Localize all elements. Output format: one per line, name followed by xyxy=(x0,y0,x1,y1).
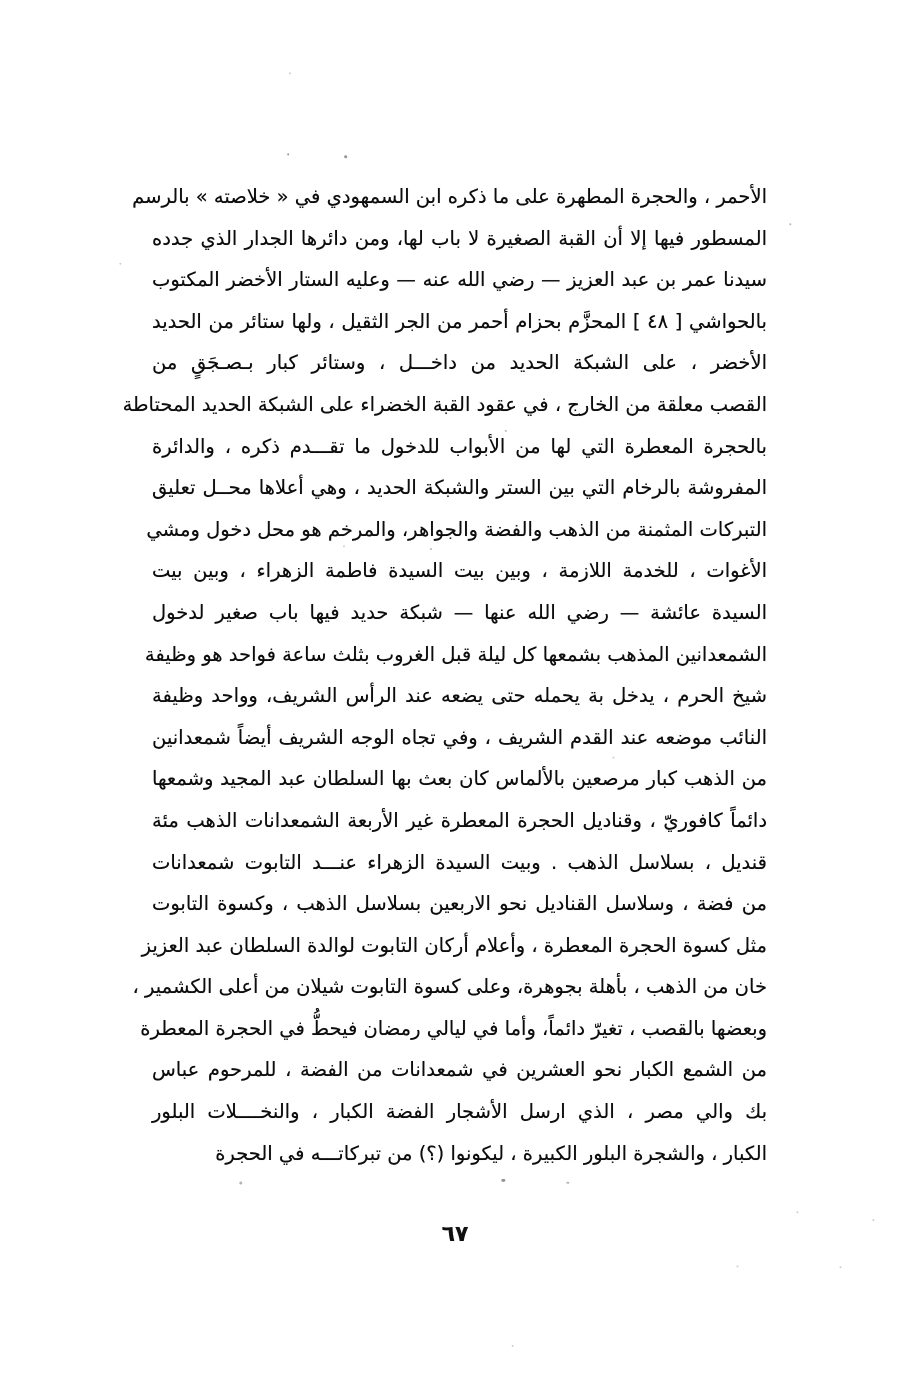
text-line: وبعضها بالقصب ، تغيرّ دائماً، وأما في ليالي رمضان فيحطُّ في الحجرة المعطرة xyxy=(140,1016,767,1040)
text-line: بالحواشي [ ٤٨ ] المحزَّم بحزام أحمر من الجر الثقيل ، ولها ستائر من الحديد xyxy=(152,309,767,333)
text-line: شيخ الحرم ، يدخل بة يحمله حتى يضعه عند الرأس الشريف، وواحد وظيفة xyxy=(152,684,767,708)
page-number: ٦٧ xyxy=(441,1222,469,1247)
scan-speck xyxy=(239,1181,242,1184)
text-line: خان من الذهب ، بأهلة بجوهرة، وعلى كسوة التابوت شيلان من أعلى الكشمير ، xyxy=(132,975,767,999)
text-line: دائماً كافوريّ ، وقناديل الحجرة المعطرة غير الأربعة الشمعدانات الذهب مئة xyxy=(152,808,767,832)
text-line: بك والي مصر ، الذي ارسل الأشجار الفضة الكبار ، والنخــــلات البلور xyxy=(152,1100,767,1124)
scan-speck xyxy=(566,1182,569,1184)
text-line: الأحمر ، والحجرة المطهرة على ما ذكره ابن السمهودي في « خلاصته » بالرسم xyxy=(132,185,767,208)
scan-speck xyxy=(737,1265,739,1267)
text-line: القصب معلقة من الخارج ، في عقود القبة الخضراء على الشبكة الحديد المحتاطة xyxy=(122,392,767,416)
scan-speck xyxy=(512,1345,514,1347)
text-line: الأخضر ، على الشبكة الحديد من داخـــل ، وستائر كبار بـصـجَقٍ من xyxy=(152,351,767,375)
scan-speck xyxy=(789,223,791,225)
scan-speck xyxy=(501,1179,505,1182)
text-line: قنديل ، بسلاسل الذهب . وبيت السيدة الزهراء عنـــد التابوت شمعدانات xyxy=(152,850,767,874)
scan-speck xyxy=(289,72,291,74)
text-line: السيدة عائشة — رضي الله عنها — شبكة حديد فيها باب صغير لدخول xyxy=(152,600,767,624)
text-line: الكبار ، والشجرة البلور الكبيرة ، ليكونوا (؟) من تبركاتـــه في الحجرة xyxy=(215,1141,767,1165)
text-line: مثل كسوة الحجرة المعطرة ، وأعلام أركان التابوت لوالدة السلطان عبد العزيز xyxy=(141,933,767,957)
text-line: الأغوات ، للخدمة اللازمة ، وبين بيت السيدة فاطمة الزهراء ، وبين بيت xyxy=(152,559,767,583)
text-line: من الشمع الكبار نحو العشرين في شمعدانات من الفضة ، للمرحوم عباس xyxy=(152,1058,767,1082)
scan-speck xyxy=(840,1266,842,1268)
text-line: المفروشة بالرخام التي بين الستر والشبكة الحديد ، وهي أعلاها محــل تعليق xyxy=(152,476,767,500)
scan-speck xyxy=(796,1211,798,1213)
scan-speck xyxy=(287,153,289,155)
text-line: بالحجرة المعطرة التي لها من الأبواب للدخول ما تقـــدم ذكره ، والدائرة xyxy=(152,434,767,458)
text-line: الشمعدانين المذهب بشمعها كل ليلة قبل الغروب بثلث ساعة فواحد هو وظيفة xyxy=(144,642,767,666)
text-line: النائب موضعه عند القدم الشريف ، وفي تجاه الوجه الشريف أيضاً شمعدانين xyxy=(152,725,767,749)
text-line: المسطور فيها إلا أن القبة الصغيرة لا باب لها، ومن دائرها الجدار الذي جدده xyxy=(152,226,767,250)
scan-speck xyxy=(872,1219,874,1221)
scan-speck xyxy=(119,263,121,265)
text-line: التبركات المثمنة من الذهب والفضة والجواهر، والمرخم هو محل دخول ومشي xyxy=(146,517,767,541)
text-line: من فضة ، وسلاسل القناديل نحو الاربعين بسلاسل الذهب ، وكسوة التابوت xyxy=(152,892,767,916)
text-line: سيدنا عمر بن عبد العزيز — رضي الله عنه — وعليه الستار الأخضر المكتوب xyxy=(152,268,767,292)
text-line: من الذهب كبار مرصعين بالألماس كان بعث بها السلطان عبد المجيد وشمعها xyxy=(152,767,767,791)
scan-speck xyxy=(344,155,347,158)
body-text xyxy=(122,176,767,1174)
